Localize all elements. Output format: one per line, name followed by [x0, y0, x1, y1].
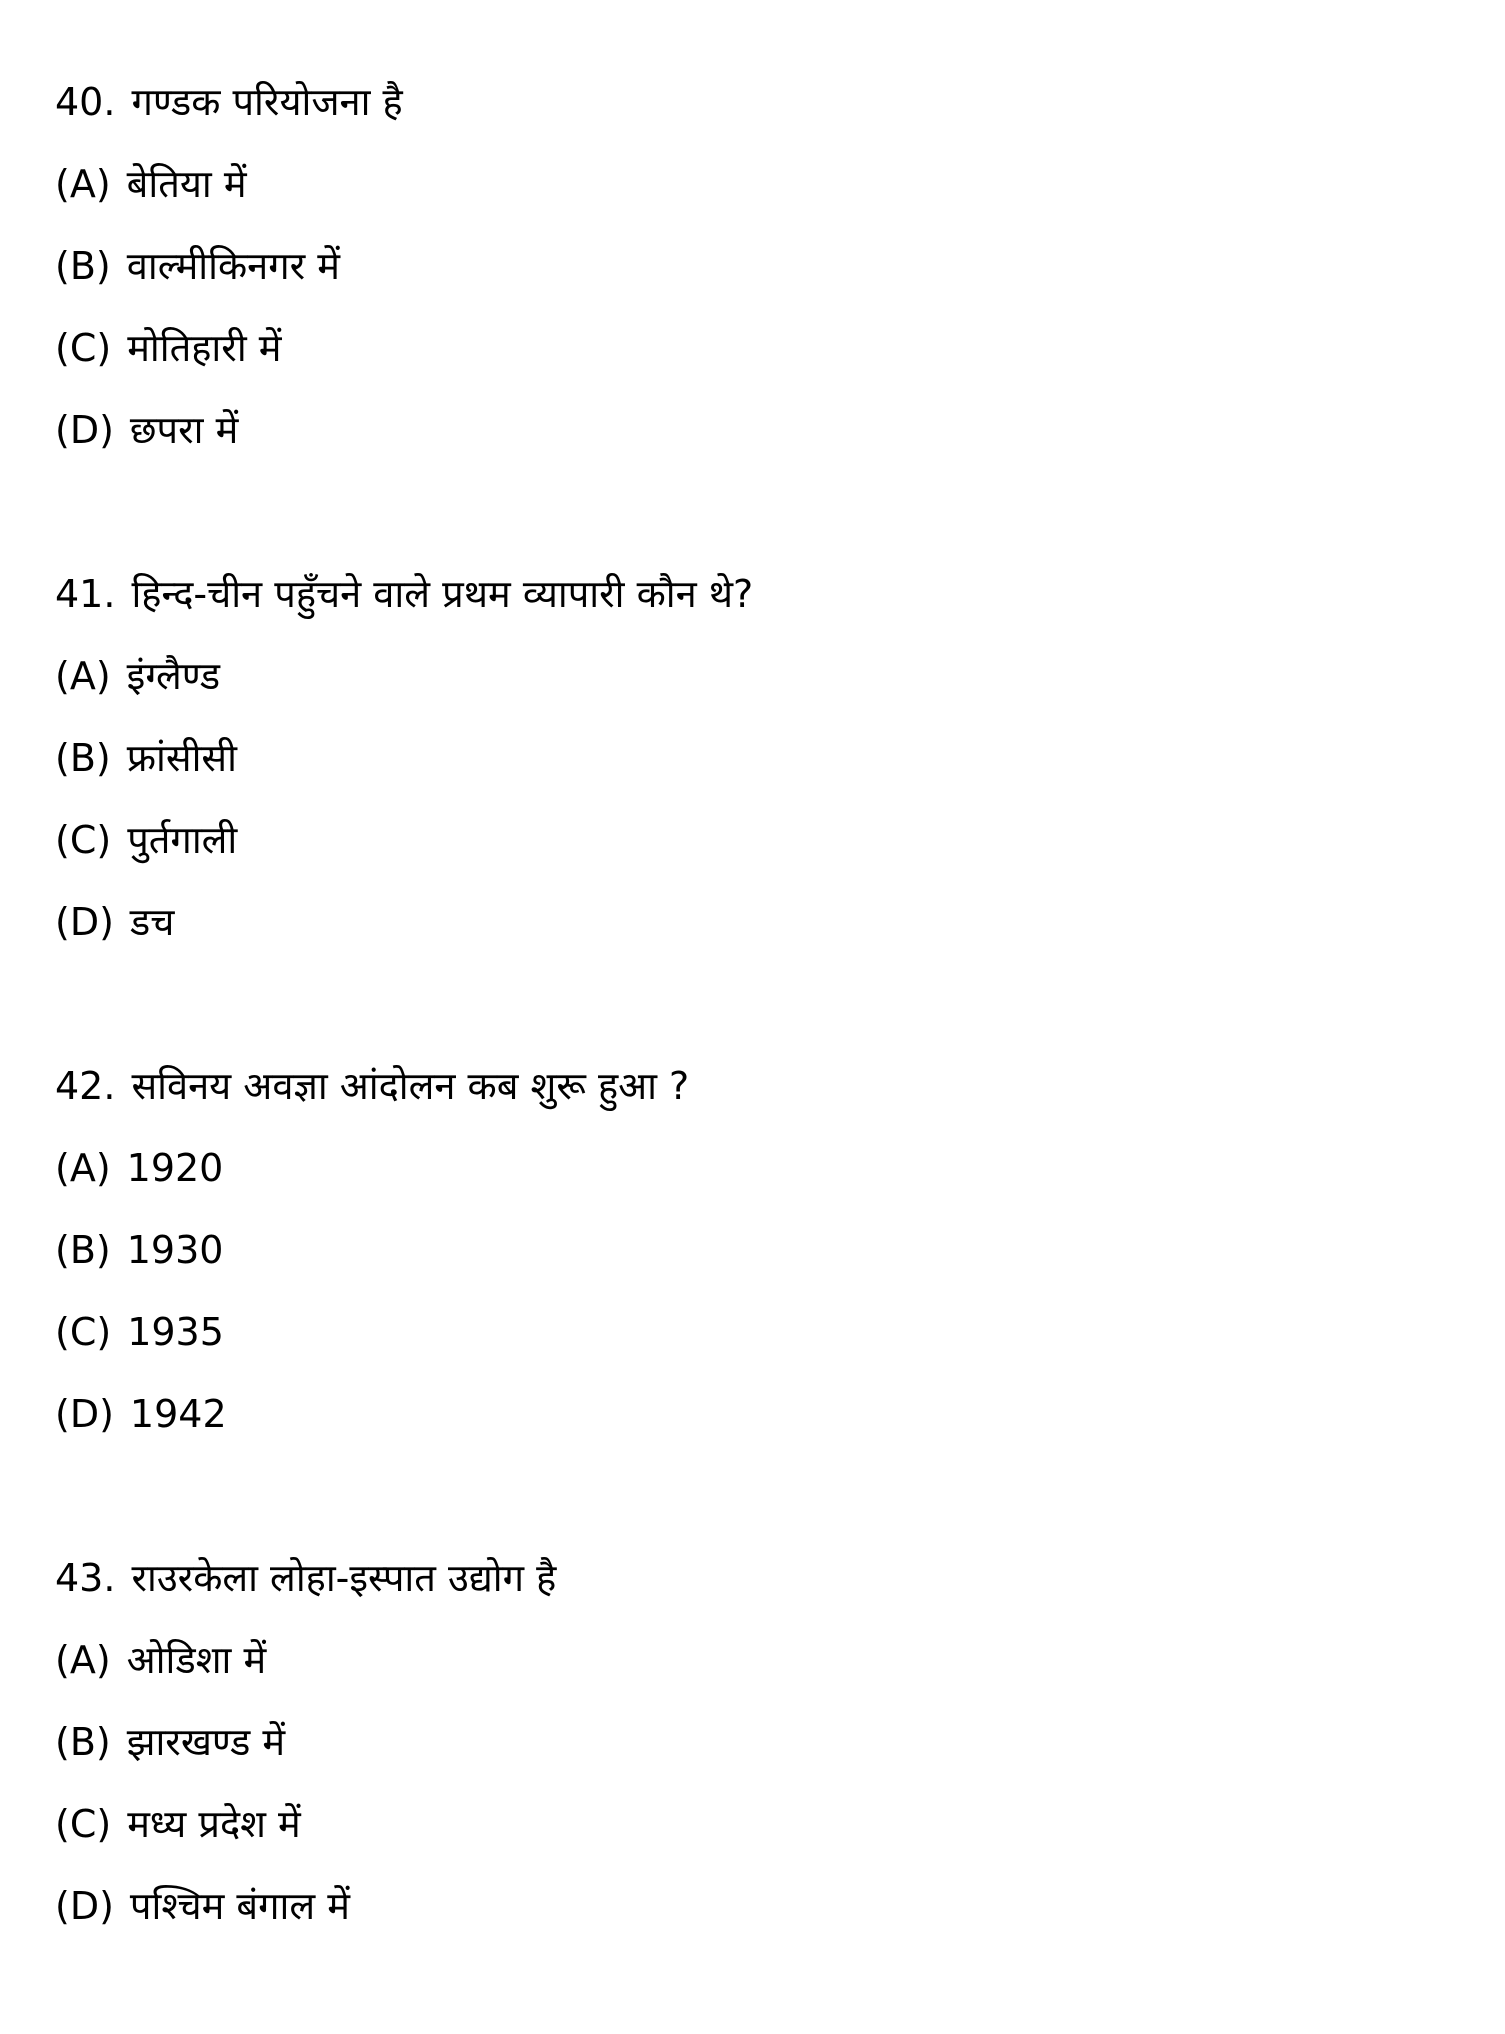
option-a	[55, 1127, 1455, 1209]
option-b	[55, 717, 1455, 799]
question-number: 40.	[55, 80, 116, 124]
option-c	[55, 799, 1455, 881]
option-letter: (B)	[55, 1720, 111, 1764]
option-b	[55, 1209, 1455, 1291]
option-text: मध्य प्रदेश में	[127, 1802, 301, 1846]
option-letter: (C)	[55, 326, 112, 370]
option-c	[55, 1783, 1455, 1865]
option-d	[55, 881, 1455, 963]
option-text: वाल्मीकिनगर में	[126, 244, 340, 288]
question-text: हिन्द-चीन पहुँचने वाले प्रथम व्यापारी कौन थे?	[131, 572, 754, 616]
option-a	[55, 1619, 1455, 1701]
option-text: मोतिहारी में	[127, 326, 282, 370]
option-letter: (D)	[55, 1884, 114, 1928]
option-text: फ्रांसीसी	[126, 736, 237, 780]
option-letter: (B)	[55, 1228, 111, 1272]
question-40	[55, 61, 1455, 471]
option-letter: (C)	[55, 818, 112, 862]
question-text: राउरकेला लोहा-इस्पात उद्योग है	[131, 1556, 557, 1600]
option-letter: (B)	[55, 244, 111, 288]
option-letter: (D)	[55, 900, 114, 944]
question-line	[55, 61, 1455, 143]
option-text: 1942	[129, 1392, 227, 1436]
option-a	[55, 635, 1455, 717]
option-text: डच	[129, 900, 175, 944]
question-43	[55, 1537, 1455, 1947]
question-42	[55, 1045, 1455, 1455]
option-letter: (D)	[55, 1392, 114, 1436]
option-letter: (B)	[55, 736, 111, 780]
question-line	[55, 1537, 1455, 1619]
option-letter: (A)	[55, 654, 111, 698]
option-letter: (A)	[55, 1638, 111, 1682]
question-text: सविनय अवज्ञा आंदोलन कब शुरू हुआ ?	[131, 1064, 690, 1108]
option-b	[55, 225, 1455, 307]
option-text: झारखण्ड में	[126, 1720, 286, 1764]
option-text: ओडिशा में	[126, 1638, 267, 1682]
option-c	[55, 307, 1455, 389]
option-text: पश्चिम बंगाल में	[129, 1884, 350, 1928]
option-text: छपरा में	[129, 408, 239, 452]
question-number: 42.	[55, 1064, 116, 1108]
option-letter: (C)	[55, 1802, 112, 1846]
option-c	[55, 1291, 1455, 1373]
option-d	[55, 1865, 1455, 1947]
option-text: इंग्लैण्ड	[126, 654, 221, 698]
option-text: पुर्तगाली	[127, 818, 238, 862]
option-d	[55, 1373, 1455, 1455]
option-b	[55, 1701, 1455, 1783]
question-number: 41.	[55, 572, 116, 616]
option-text: बेतिया में	[126, 162, 247, 206]
option-letter: (D)	[55, 408, 114, 452]
question-text: गण्डक परियोजना है	[131, 80, 403, 124]
question-41	[55, 553, 1455, 963]
option-letter: (A)	[55, 1146, 111, 1190]
option-letter: (C)	[55, 1310, 112, 1354]
option-text: 1930	[126, 1228, 224, 1272]
option-text: 1920	[126, 1146, 224, 1190]
option-a	[55, 143, 1455, 225]
question-line	[55, 1045, 1455, 1127]
question-number: 43.	[55, 1556, 116, 1600]
question-line	[55, 553, 1455, 635]
option-d	[55, 389, 1455, 471]
option-letter: (A)	[55, 162, 111, 206]
option-text: 1935	[127, 1310, 224, 1354]
